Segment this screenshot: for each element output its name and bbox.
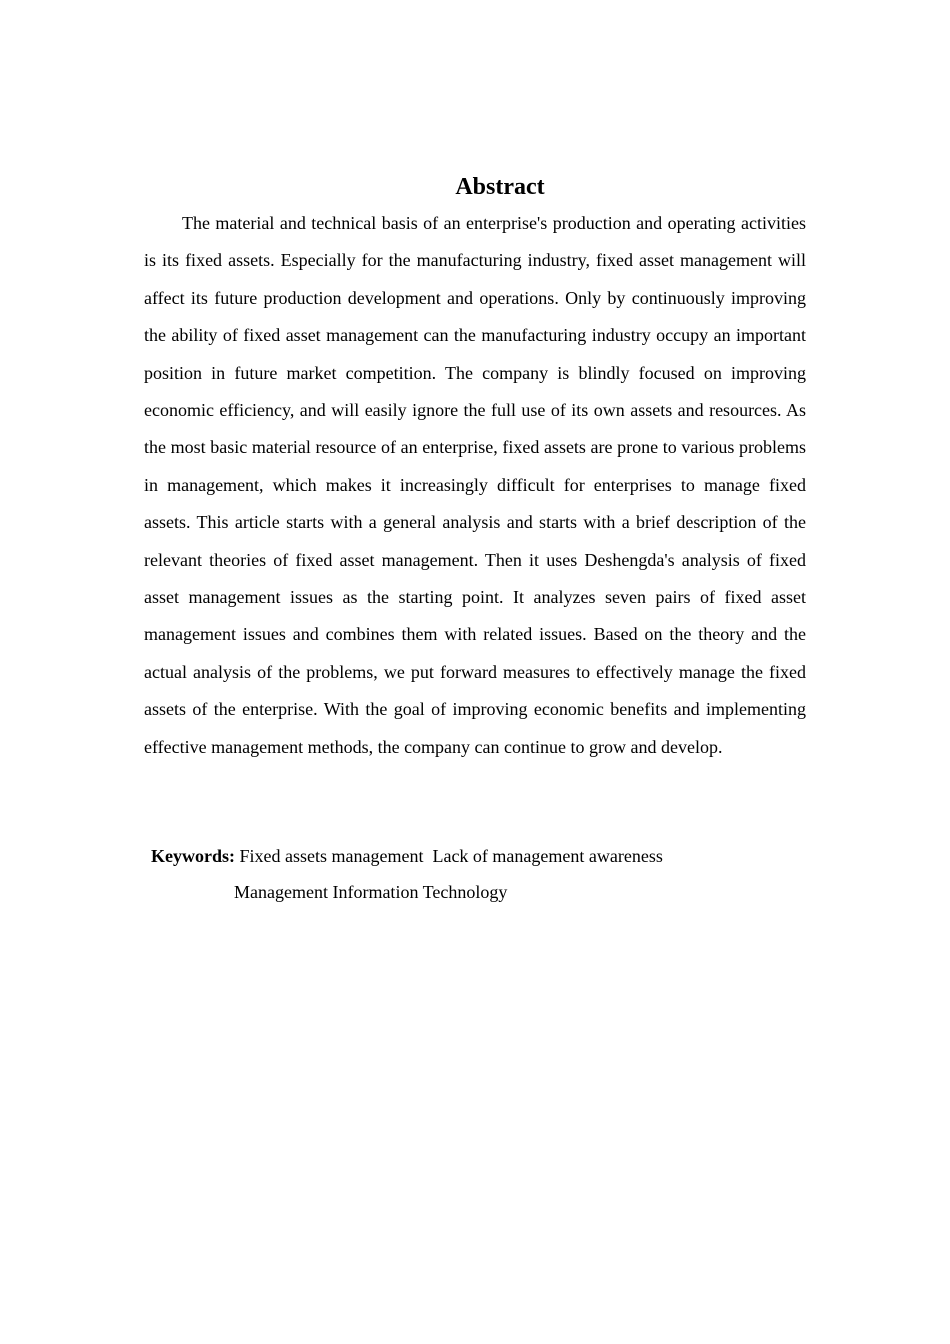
abstract-paragraph: The material and technical basis of an enterprise's production and operating activities is its fixed assets. Especially for the manufacturing industry, fixed asset management will affect its future production development and operations. Only by continuously improving the ability of fixed asset management can the manufacturing industry occupy an important position in future market competition. The company is blindly focused on improving economic efficiency, and will easily ignore the full use of its own assets and resources. As the most basic material resource of an enterprise, fixed assets are prone to various problems in management, which makes it increasingly difficult for enterprises to manage fixed assets. This article starts with a general analysis and starts with a brief description of the relevant theories of fixed asset management. Then it uses Deshengda's analysis of fixed asset management issues as the starting point. It analyzes seven pairs of fixed asset management issues and combines them with related issues. Based on the theory and the actual analysis of the problems, we put forward measures to effectively manage the fixed assets of the enterprise. With the goal of improving economic benefits and implementing effective management methods, the company can continue to grow and develop.	[144, 213, 806, 757]
page-title: Abstract	[455, 174, 545, 200]
keywords-label: Keywords:	[151, 846, 235, 866]
keywords-line-2: Management Information Technology	[234, 882, 508, 902]
keywords-section	[151, 838, 851, 910]
keywords-line-1: Fixed assets management Lack of management awareness	[239, 846, 663, 866]
